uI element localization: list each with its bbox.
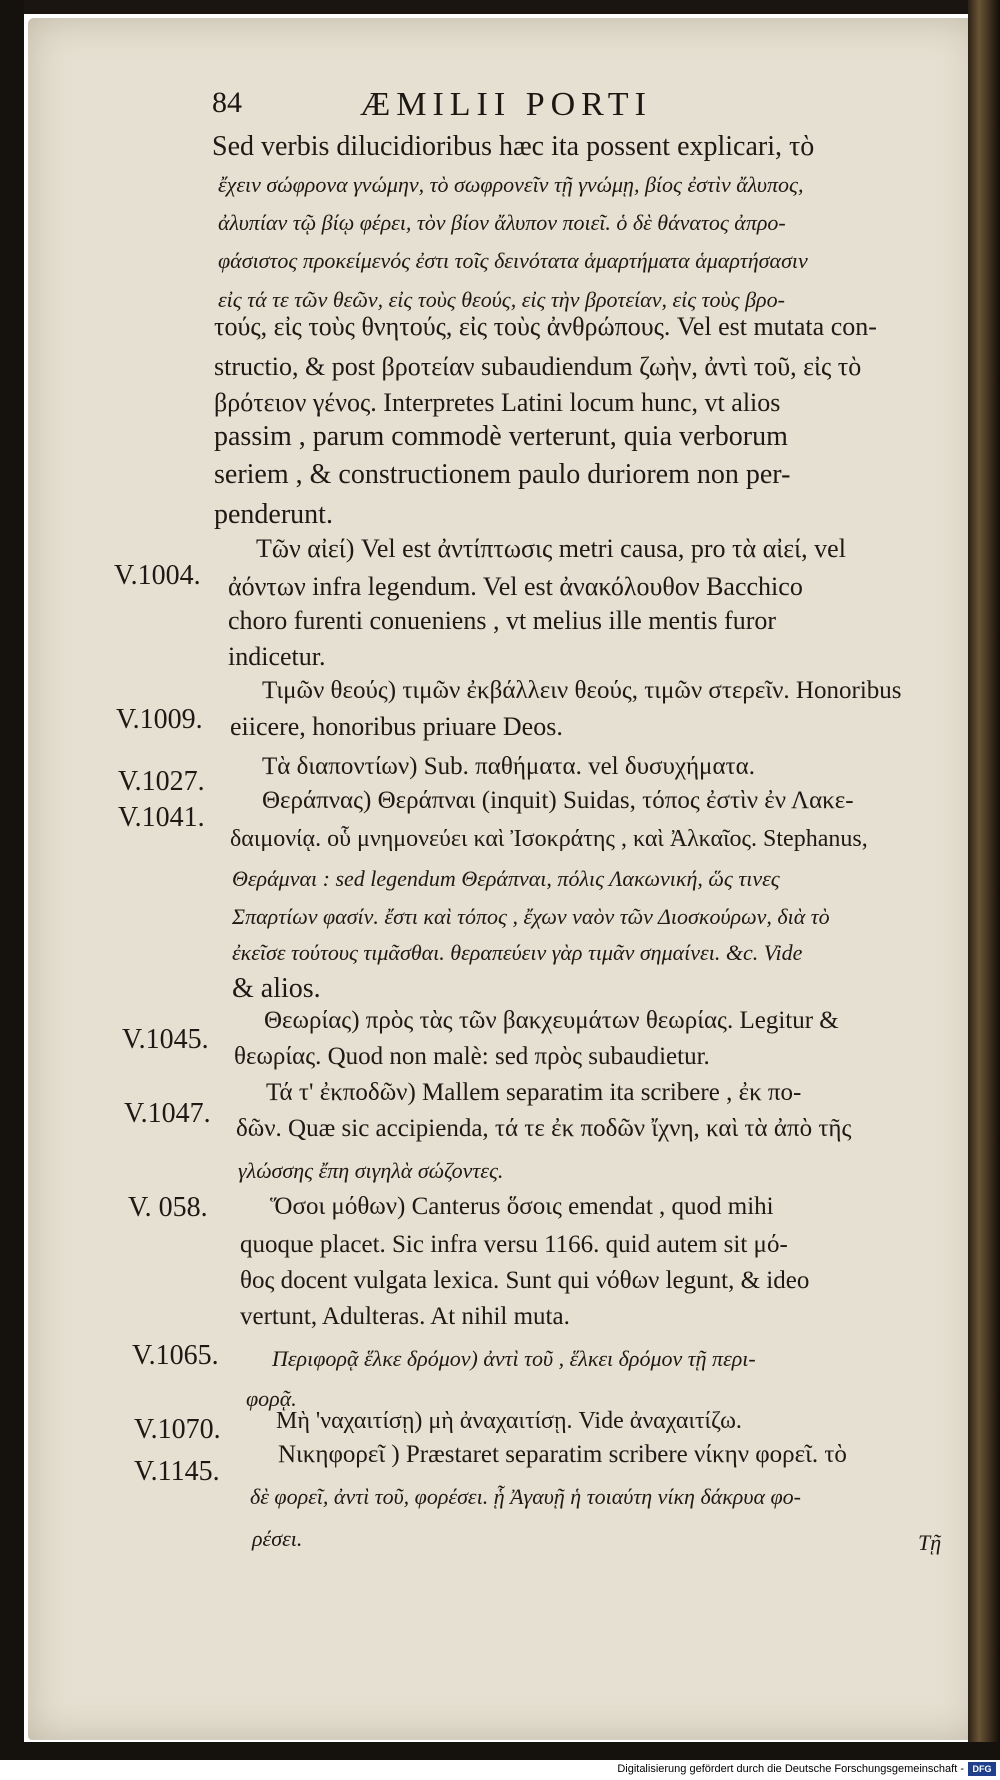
note-line: Σπαρτίων φασίν. ἔστι καὶ τόπος , ἔχων ναὸν τῶν Διοσκούρων, διὰ τὸ bbox=[232, 904, 830, 929]
note-line: Τιμῶν θεούς) τιμῶν ἐκβάλλειν θεούς, τιμῶν στερεῖν. Honoribus bbox=[262, 677, 902, 704]
note-line: ρέσει. bbox=[252, 1526, 303, 1551]
page-number: 84 bbox=[212, 86, 242, 119]
footer-credit: Digitalisierung gefördert durch die Deutsche Forschungsgemeinschaft - bbox=[617, 1763, 964, 1775]
note-line: ἐκεῖσε τούτους τιμᾶσθαι. θεραπεύειν γὰρ τιμᾶν σημαίνει. &c. Vide bbox=[232, 940, 803, 965]
note-line: θεωρίας. Quod non malè: sed πρὸς subaudietur. bbox=[234, 1043, 710, 1070]
digitization-footer bbox=[0, 1760, 1000, 1780]
scan-border-left bbox=[0, 0, 24, 1760]
verse-label: V. 058. bbox=[128, 1192, 208, 1223]
verse-label: V.1145. bbox=[134, 1456, 220, 1487]
note-line: ἀόντων infra legendum. Vel est ἀνακόλουθον Bacchico bbox=[228, 572, 803, 601]
verse-label: V.1004. bbox=[114, 560, 201, 591]
note-line: Μὴ 'ναχαιτίσῃ) μὴ ἀναχαιτίσῃ. Vide ἀναχαιτίζω. bbox=[276, 1408, 742, 1434]
note-line: Ὅσοι μόθων) Canterus ὅσοις emendat , quod mihi bbox=[270, 1193, 774, 1220]
note-line: vertunt, Adulteras. At nihil muta. bbox=[240, 1303, 570, 1330]
verse-label: V.1070. bbox=[134, 1414, 221, 1445]
verse-label: V.1027. bbox=[118, 766, 205, 797]
verse-label: V.1047. bbox=[124, 1098, 211, 1129]
body-line: ἔχειν σώφρονα γνώμην, τὸ σωφρονεῖν τῇ γνώμῃ, βίος ἐστὶν ἄλυπος, bbox=[218, 172, 804, 197]
verse-label: V.1009. bbox=[116, 704, 203, 735]
note-line: Τά τ' ἐκποδῶν) Mallem separatim ita scribere , ἐκ πο- bbox=[266, 1079, 802, 1106]
verse-label: V.1065. bbox=[132, 1340, 219, 1371]
note-line: Τὰ διαποντίων) Sub. παθήματα. vel δυσυχήματα. bbox=[262, 753, 755, 780]
body-line: passim , parum commodè verterunt, quia verborum bbox=[214, 421, 788, 452]
body-line: εἰς τά τε τῶν θεῶν, εἰς τοὺς θεούς, εἰς τὴν βροτείαν, εἰς τοὺς βρο- bbox=[218, 287, 785, 312]
note-line: γλώσσης ἔπη σιγηλὰ σώζοντες. bbox=[238, 1158, 504, 1183]
note-line: Θεωρίας) πρὸς τὰς τῶν βακχευμάτων θεωρίας. Legitur & bbox=[264, 1007, 839, 1034]
note-line: choro furenti conueniens , vt melius ille mentis furor bbox=[228, 606, 777, 635]
note-line: θος docent vulgata lexica. Sunt qui νόθων legunt, & ideo bbox=[240, 1267, 810, 1294]
note-line: Νικηφορεῖ ) Præstaret separatim scribere νίκην φορεῖ. τὸ bbox=[278, 1441, 847, 1468]
note-line: & alios. bbox=[232, 973, 321, 1004]
note-line: eiicere, honoribus priuare Deos. bbox=[230, 712, 563, 741]
body-line: φάσιστος προκείμενός ἐστι τοῖς δεινότατα ἁμαρτήματα ἁμαρτήσασιν bbox=[218, 248, 808, 273]
note-line: φορᾷ. bbox=[246, 1386, 297, 1411]
catchword: Τῇ bbox=[918, 1530, 942, 1555]
body-line: ἀλυπίαν τῷ βίῳ φέρει, τὸν βίον ἄλυπον ποιεῖ. ὁ δὲ θάνατος ἀπρο- bbox=[218, 210, 786, 235]
running-head: ÆMILII PORTI bbox=[360, 86, 652, 123]
note-line: Θεράμναι : sed legendum Θεράπναι, πόλις Λακωνική, ὥς τινες bbox=[232, 866, 780, 891]
note-line: Τῶν αἰεί) Vel est ἀντίπτωσις metri causa, pro τὰ αἰεί, vel bbox=[256, 534, 846, 563]
note-line: δῶν. Quæ sic accipienda, τά τε ἐκ ποδῶν ἴχνη, καὶ τὰ ἀπὸ τῆς bbox=[236, 1115, 852, 1142]
note-line: δαιμονίᾳ. οὗ μνημονεύει καὶ Ἰσοκράτης , καὶ Ἀλκαῖος. Stephanus, bbox=[230, 826, 868, 852]
note-line: indicetur. bbox=[228, 642, 326, 671]
body-line: Sed verbis dilucidioribus hæc ita possent explicari, τὸ bbox=[212, 131, 815, 162]
body-line: structio, & post βροτείαν subaudiendum ζωὴν, ἀντὶ τοῦ, εἰς τὸ bbox=[214, 352, 862, 381]
note-line: Περιφορᾷ ἕλκε δρόμον) ἀντὶ τοῦ , ἕλκει δρόμον τῇ περι- bbox=[272, 1346, 756, 1371]
body-line: τούς, εἰς τοὺς θνητούς, εἰς τοὺς ἀνθρώπους. Vel est mutata con- bbox=[214, 312, 877, 341]
body-line: penderunt. bbox=[214, 499, 333, 530]
body-line: βρότειον γένος. Interpretes Latini locum hunc, vt alios bbox=[214, 388, 781, 417]
note-line: δὲ φορεῖ, ἀντὶ τοῦ, φορέσει. ᾗ Ἀγαυῇ ἡ τοιαύτη νίκη δάκρυα φο- bbox=[250, 1484, 802, 1509]
verse-label: V.1045. bbox=[122, 1024, 209, 1055]
note-line: quoque placet. Sic infra versu 1166. quid autem sit μό- bbox=[240, 1231, 788, 1258]
dfg-logo: DFG bbox=[968, 1762, 996, 1776]
verse-label: V.1041. bbox=[118, 802, 205, 833]
scan-border-bottom bbox=[0, 1742, 1000, 1760]
book-spine bbox=[968, 0, 1000, 1745]
note-line: Θεράπνας) Θεράπναι (inquit) Suidas, τόπος ἐστὶν ἐν Λακε- bbox=[262, 787, 854, 814]
scan-border-top bbox=[0, 0, 1000, 14]
body-line: seriem , & constructionem paulo duriorem non per- bbox=[214, 459, 791, 490]
